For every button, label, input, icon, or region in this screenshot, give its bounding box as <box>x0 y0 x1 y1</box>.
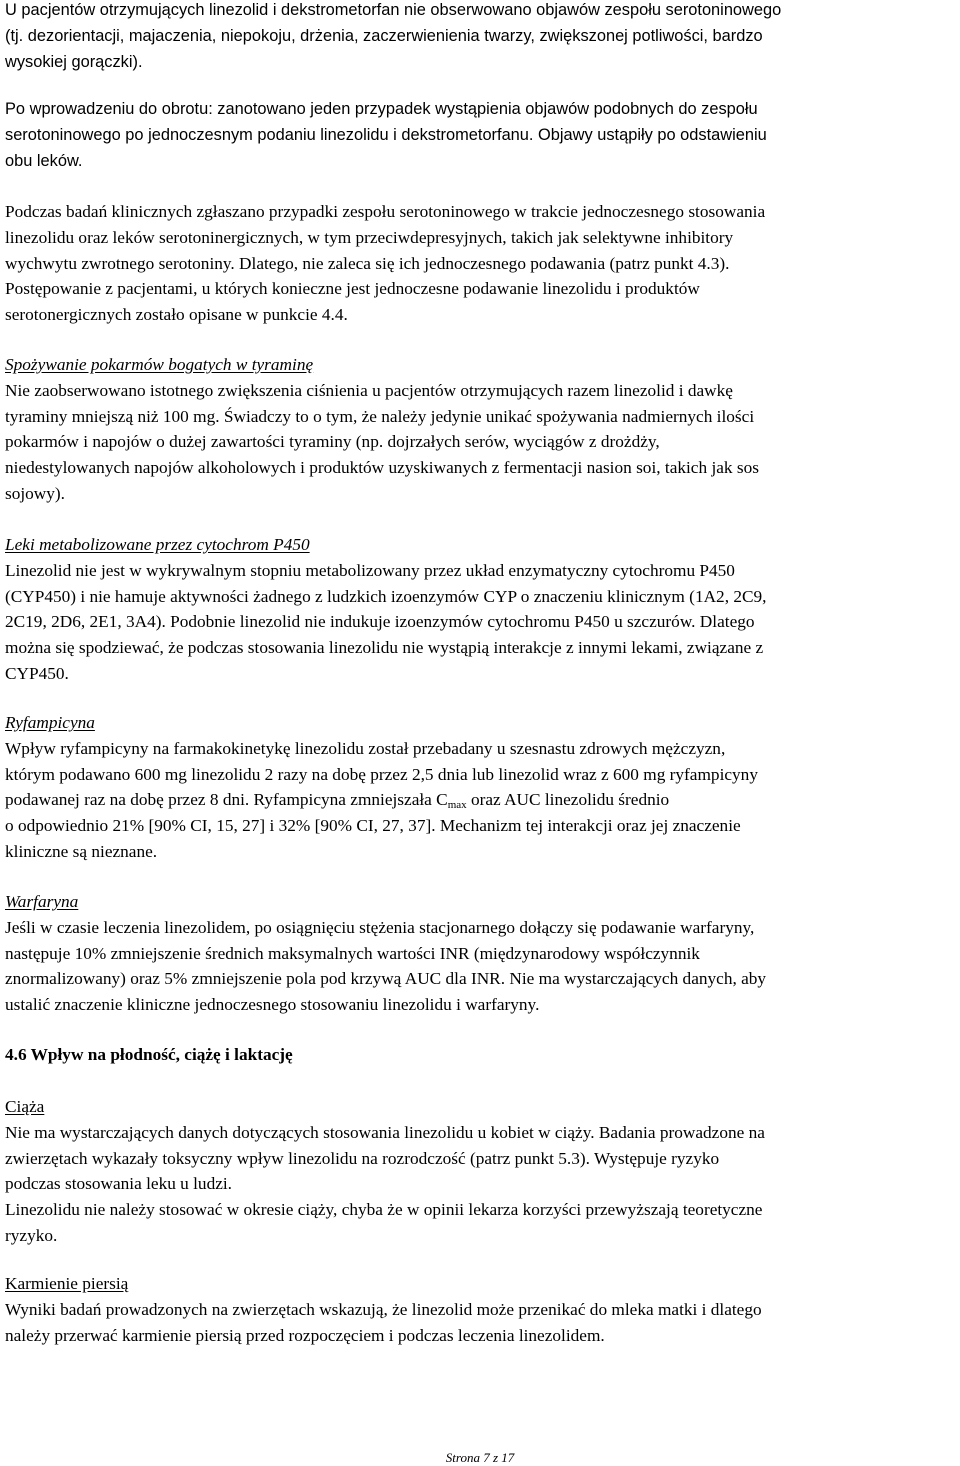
text-line: Podczas badań klinicznych zgłaszano przypadki zespołu serotoninowego w trakcie jednoczesnego stosowania <box>5 202 766 221</box>
text-line-cmax <box>5 787 758 813</box>
subheading-tyramine: Spożywanie pokarmów bogatych w tyraminę <box>5 355 314 374</box>
text-line: U pacjentów otrzymujących linezolid i dekstrometorfan nie obserwowano objawów zespołu serotoninowego <box>5 1 782 19</box>
text-line: którym podawano 600 mg linezolidu 2 razy na dobę przez 2,5 dnia lub linezolid wraz z 600 mg ryfampicyny <box>5 764 758 784</box>
text-line: obu leków. <box>5 151 83 170</box>
text-fragment: oraz AUC linezolidu średnio <box>466 790 670 810</box>
paragraph-postmarketing <box>5 97 767 174</box>
section-pregnancy <box>5 1094 765 1249</box>
text-line: CYP450. <box>5 663 69 683</box>
text-line: następuje 10% zmniejszenie średnich maksymalnych wartości INR (międzynarodowy współczynnik <box>5 943 700 963</box>
paragraph-dextromethorphan <box>5 0 781 75</box>
text-line: podczas stosowania leku u ludzi. <box>5 1174 233 1194</box>
text-line: linezolidu oraz leków serotoninergicznych, w tym przeciwdepresyjnych, takich jak selektywne inhibitory <box>5 227 734 247</box>
subscript-max: max <box>447 799 467 812</box>
text-line: serotonergicznych zostało opisane w punkcie 4.4. <box>5 305 348 325</box>
subheading-breastfeeding: Karmienie piersią <box>5 1274 129 1293</box>
text-line: Po wprowadzeniu do obrotu: zanotowano jeden przypadek wystąpienia objawów podobnych do zespołu <box>5 100 758 118</box>
text-line: serotoninowego po jednoczesnym podaniu linezolidu i dekstrometorfanu. Objawy ustąpiły po odstawieniu <box>5 125 767 144</box>
text-line: można się spodziewać, że podczas stosowania linezolidu nie wystąpią interakcje z innymi lekami, związane z <box>5 638 764 658</box>
text-fragment: podawanej raz na dobę przez 8 dni. Ryfampicyna zmniejszała C <box>5 790 448 810</box>
text-line: niedestylowanych napojów alkoholowych i produktów uzyskiwanych z fermentacji nasion soi, takich jak sos <box>5 458 759 478</box>
text-line: sojowy). <box>5 483 66 503</box>
subheading-rifampicin: Ryfampicyna <box>5 713 95 732</box>
section-4-6 <box>5 1042 293 1068</box>
text-line: Wpływ ryfampicyny na farmakokinetykę linezolidu został przebadany u szesnastu zdrowych mężczyzn, <box>5 738 726 758</box>
subheading-pregnancy: Ciąża <box>5 1097 45 1116</box>
subheading-cyp450: Leki metabolizowane przez cytochrom P450 <box>5 535 310 554</box>
text-line: Nie zaobserwowano istotnego zwiększenia ciśnienia u pacjentów otrzymujących razem linezolid i dawkę <box>5 380 733 400</box>
text-line: Jeśli w czasie leczenia linezolidem, po osiągnięciu stężenia stacjonarnego dołączy się podawanie warfaryny, <box>5 917 755 937</box>
text-line: (tj. dezorientacji, majaczenia, niepokoju, drżenia, zaczerwienienia twarzy, zwiększonej potliwości, bardzo <box>5 26 763 45</box>
text-line: znormalizowany) oraz 5% zmniejszenie pola pod krzywą AUC dla INR. Nie ma wystarczających danych, aby <box>5 969 767 989</box>
page-number-footer: Strona 7 z 17 <box>445 1450 515 1465</box>
text-line: zwierzętach wykazały toksyczny wpływ linezolidu na rozrodczość (patrz punkt 5.3). Występuje ryzyko <box>5 1148 720 1168</box>
subheading-warfarin: Warfaryna <box>5 892 79 911</box>
text-line: wysokiej gorączki). <box>5 52 143 71</box>
text-line: (CYP450) i nie hamuje aktywności żadnego z ludzkich izoenzymów CYP o znaczeniu klinicznym (1A2, 2C9, <box>5 586 767 606</box>
text-line: należy przerwać karmienie piersią przed rozpoczęciem i podczas leczenia linezolidem. <box>5 1325 605 1345</box>
text-line: Nie ma wystarczających danych dotyczących stosowania linezolidu u kobiet w ciąży. Badania prowadzone na <box>5 1122 765 1142</box>
text-line: pokarmów i napojów o dużej zawartości tyraminy (np. dojrzałych serów, wyciągów z drożdży, <box>5 432 660 452</box>
text-line: Wyniki badań prowadzonych na zwierzętach wskazują, że linezolid może przenikać do mleka matki i dlatego <box>5 1299 762 1319</box>
section-breastfeeding <box>5 1271 762 1348</box>
text-line: tyraminy mniejszą niż 100 mg. Świadczy to o tym, że należy jedynie unikać spożywania nadmiernych ilości <box>5 406 755 426</box>
section-rifampicin <box>5 710 758 865</box>
section-title: 4.6 Wpływ na płodność, ciążę i laktację <box>5 1045 293 1064</box>
text-line: Linezolid nie jest w wykrywalnym stopniu metabolizowany przez układ enzymatyczny cytochromu P450 <box>5 560 735 580</box>
text-line: 2C19, 2D6, 2E1, 3A4). Podobnie linezolid nie indukuje izoenzymów cytochromu P450 u szczurów. Dlatego <box>5 612 755 632</box>
text-line: ustalić znaczenie kliniczne jednoczesnego stosowaniu linezolidu i warfaryny. <box>5 995 540 1015</box>
text-line: kliniczne są nieznane. <box>5 841 158 861</box>
text-line: Postępowanie z pacjentami, u których konieczne jest jednoczesne podawanie linezolidu i produktów <box>5 279 700 299</box>
section-warfarin <box>5 889 766 1018</box>
text-line: o odpowiednio 21% [90% CI, 15, 27] i 32% [90% CI, 27, 37]. Mechanizm tej interakcji oraz jej znaczenie <box>5 816 741 836</box>
text-line: Linezolidu nie należy stosować w okresie ciąży, chyba że w opinii lekarza korzyści przewyższają teoretyczne <box>5 1200 763 1220</box>
paragraph-serotonin-syndrome <box>5 199 765 328</box>
section-tyramine <box>5 352 759 507</box>
section-cyp450 <box>5 532 766 687</box>
text-line: wychwytu zwrotnego serotoniny. Dlatego, nie zaleca się ich jednoczesnego podawania (patrz punkt 4.3). <box>5 253 730 273</box>
text-line: ryzyko. <box>5 1225 58 1245</box>
